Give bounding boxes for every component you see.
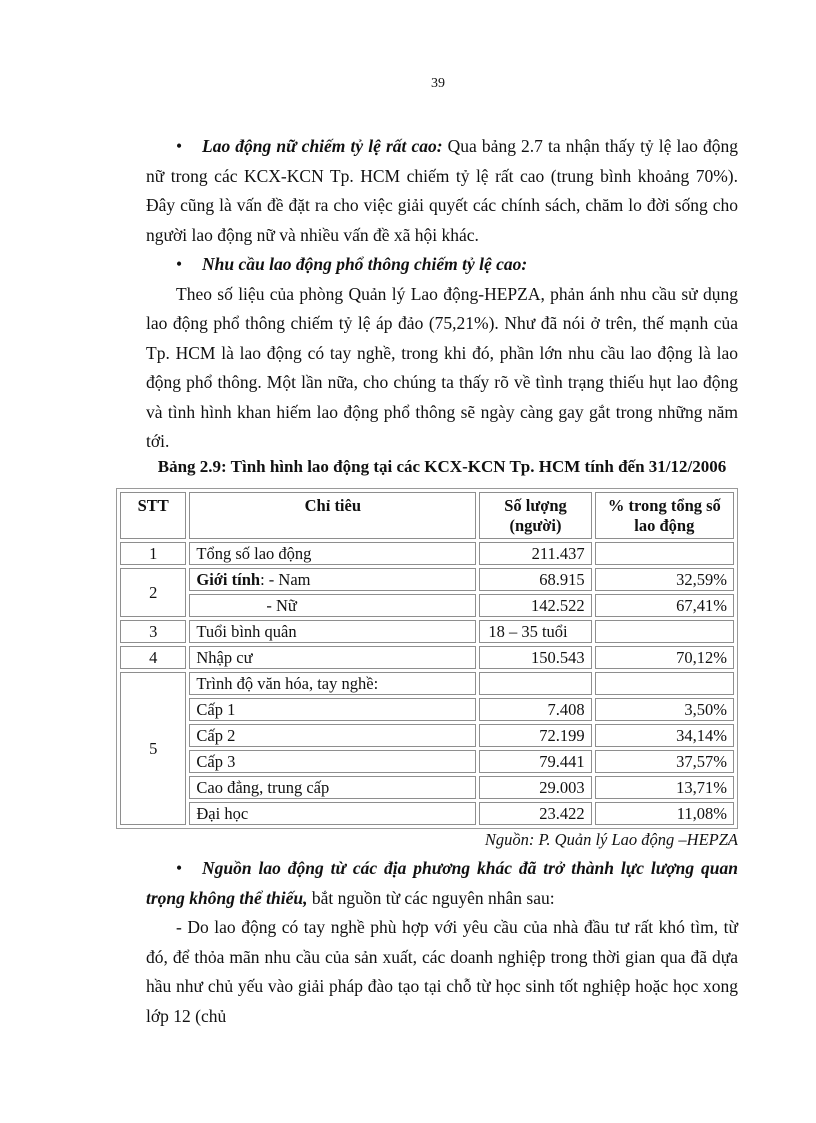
cell-percent [595,672,734,695]
cell-stt: 4 [120,646,186,669]
cell-percent: 11,08% [595,802,734,825]
cell-count: 72.199 [479,724,591,747]
cell-percent [595,542,734,565]
cell-percent: 37,57% [595,750,734,773]
cell-percent [595,620,734,643]
table-row [120,542,734,565]
bullet-icon: • [176,858,183,878]
bullet-text: Qua bảng 2.7 ta nhận thấy tỷ lệ lao động nữ trong các KCX-KCN Tp. HCM chiếm tỷ lệ rất cao (trung bình khoảng 70%). Đây cũng là vấn đề đặt ra cho việc giải quyết các chính sách, chăm lo đời sống cho người lao động nữ và nhiều vấn đề xã hội khác. [146,136,738,245]
cell-name: Đại học [189,802,476,825]
header-count: Số lượng (người) [479,492,591,539]
table-row [120,750,734,773]
paragraph: - Do lao động có tay nghề phù hợp với yêu cầu của nhà đầu tư rất khó tìm, từ đó, để thỏa mãn nhu cầu của sản xuất, các doanh nghiệp trong thời gian qua đã dựa hầu như chủ yếu vào giải pháp đào tạo tại chỗ từ học sinh tốt nghiệp hoặc học xong lớp 12 (chủ [146,917,738,1026]
table-row [120,698,734,721]
bullet-text: bắt nguồn từ các nguyên nhân sau: [307,887,555,908]
cell-name: Cao đẳng, trung cấp [189,776,476,799]
cell-percent: 70,12% [595,646,734,669]
page-number: 39 [431,76,445,91]
cell-count: 79.441 [479,750,591,773]
cell-percent: 13,71% [595,776,734,799]
cell-count: 211.437 [479,542,591,565]
cell-stt: 5 [120,672,186,825]
bullet-title: Lao động nữ chiếm tỷ lệ rất cao: [202,136,443,156]
bullet-icon: • [176,254,183,274]
cell-count: 18 – 35 tuổi [479,620,591,643]
text-block-top [146,132,738,457]
cell-count: 68.915 [479,568,591,591]
table-row [120,646,734,669]
cell-name: - Nữ [189,594,476,617]
cell-name: Tuổi bình quân [189,620,476,643]
cell-count [479,672,591,695]
table-row [120,672,734,695]
cell-name [189,568,476,591]
table-row [120,724,734,747]
paragraph: Theo số liệu của phòng Quản lý Lao động-HEPZA, phản ánh nhu cầu sử dụng lao động phổ thông chiếm tỷ lệ áp đảo (75,21%). Như đã nói ở trên, thế mạnh của Tp. HCM là lao động có tay nghề, trong khi đó, phần lớn nhu cầu lao động là lao động phổ thông. Một lần nữa, cho chúng ta thấy rõ về tình trạng thiếu hụt lao động và tình hình khan hiếm lao động phổ thông sẽ ngày càng gay gắt trong những năm tới. [146,283,738,451]
cell-stt: 3 [120,620,186,643]
cell-name: Tổng số lao động [189,542,476,565]
cell-count: 7.408 [479,698,591,721]
cell-percent: 67,41% [595,594,734,617]
cell-name-rest: : - Nam [260,569,311,589]
cell-stt: 1 [120,542,186,565]
bullet-title: Nhu cầu lao động phổ thông chiếm tỷ lệ cao: [202,254,528,274]
bullet-title: Nguồn lao động từ các địa phương khác đã trở thành lực lượng quan trọng không thể thiếu, [146,858,738,908]
cell-count: 142.522 [479,594,591,617]
bullet-icon: • [176,136,183,156]
table-row [120,568,734,591]
cell-name: Cấp 3 [189,750,476,773]
cell-percent: 3,50% [595,698,734,721]
text-block-bottom [146,854,738,1031]
table-row [120,776,734,799]
cell-count: 150.543 [479,646,591,669]
bullet-female-labor [146,132,738,250]
bullet-migrant-labor [146,854,738,913]
table-caption: Bảng 2.9: Tình hình lao động tại các KCX-KCN Tp. HCM tính đến 31/12/2006 [157,457,727,476]
cell-percent: 34,14% [595,724,734,747]
cell-percent: 32,59% [595,568,734,591]
labor-table [116,488,738,829]
cell-stt: 2 [120,568,186,617]
cell-name: Cấp 1 [189,698,476,721]
cell-name: Cấp 2 [189,724,476,747]
header-name: Chỉ tiêu [189,492,476,539]
cell-count: 23.422 [479,802,591,825]
bullet-general-labor [146,250,738,280]
header-stt: STT [120,492,186,539]
table-row [120,620,734,643]
cell-name: Trình độ văn hóa, tay nghề: [189,672,476,695]
table-header-row [120,492,734,539]
table-row [120,594,734,617]
table-row [120,802,734,825]
table-source: Nguồn: P. Quản lý Lao động –HEPZA [484,830,738,849]
cell-name-bold: Giới tính [196,569,261,589]
header-percent: % trong tổng số lao động [595,492,734,539]
cell-count: 29.003 [479,776,591,799]
cell-name: Nhập cư [189,646,476,669]
